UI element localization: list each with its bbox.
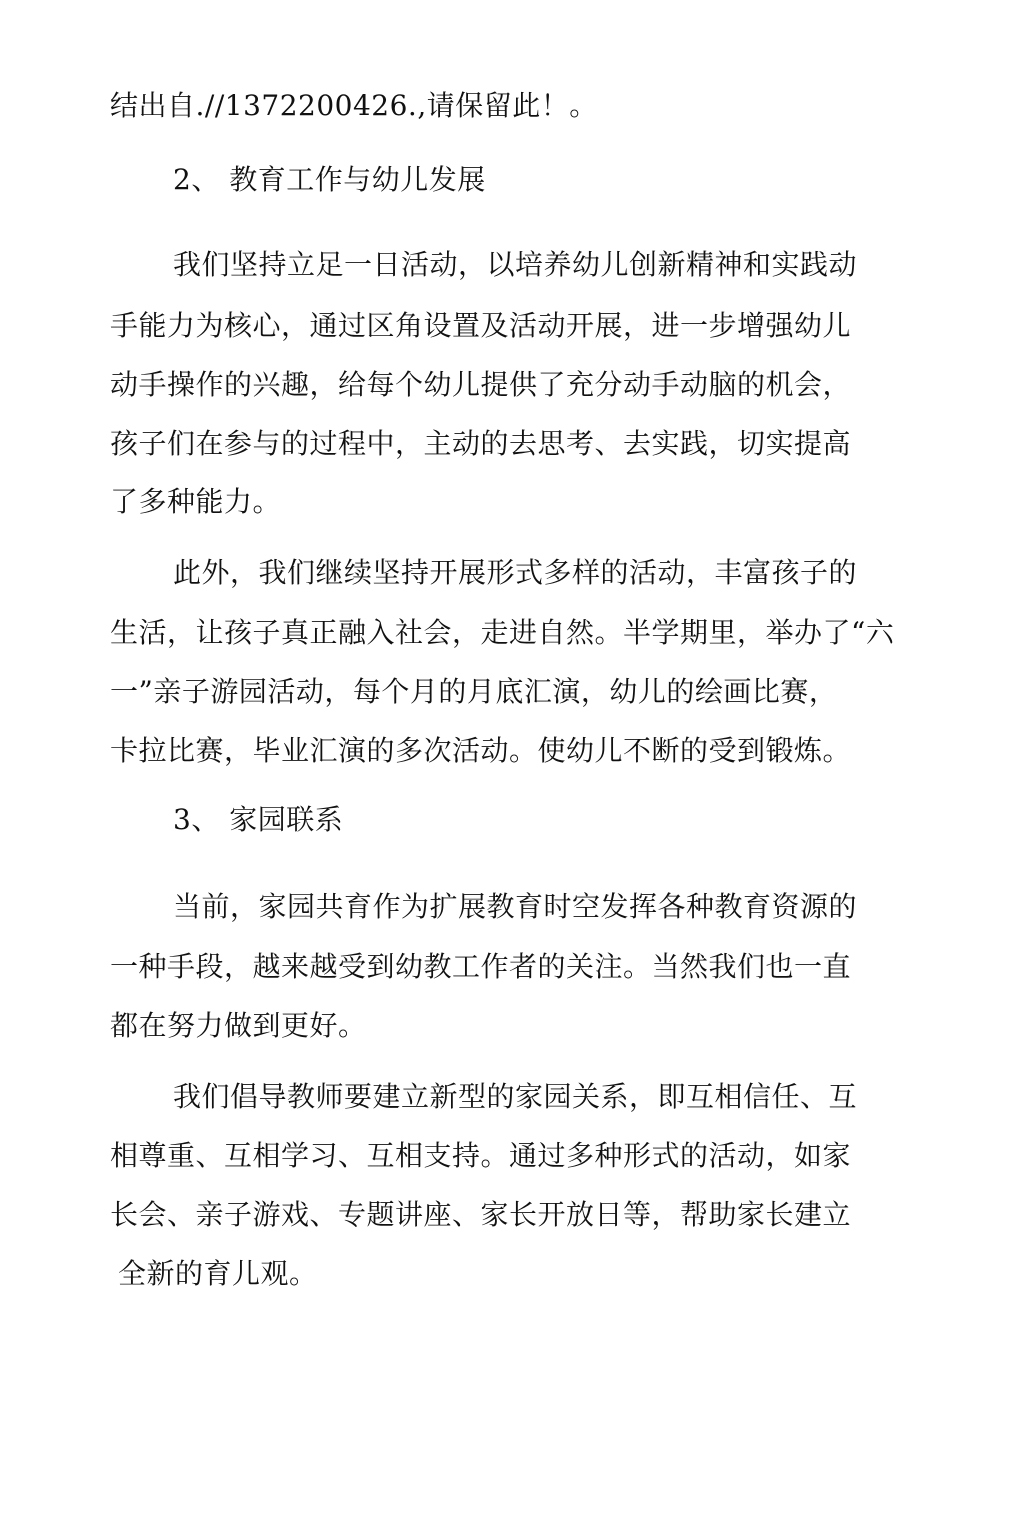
paragraph-line: 全新的育儿观。 [118, 1257, 318, 1290]
paragraph-line: 孩子们在参与的过程中，主动的去思考、去实践，切实提高 [110, 427, 852, 460]
paragraph-line: 一”亲子游园活动，每个月的月底汇演，幼儿的绘画比赛， [110, 675, 838, 708]
paragraph-line: 我们倡导教师要建立新型的家园关系，即互相信任、互 [173, 1080, 858, 1113]
paragraph-line: 了多种能力。 [110, 485, 282, 518]
paragraph-line: 一种手段，越来越受到幼教工作者的关注。当然我们也一直 [110, 950, 852, 983]
paragraph-line: 我们坚持立足一日活动，以培养幼儿创新精神和实践动 [173, 248, 858, 281]
paragraph-line: 手能力为核心，通过区角设置及活动开展，进一步增强幼儿 [110, 309, 852, 342]
paragraph-line: 此外，我们继续坚持开展形式多样的活动，丰富孩子的 [173, 556, 858, 589]
paragraph-line: 相尊重、互相学习、互相支持。通过多种形式的活动，如家 [110, 1139, 852, 1172]
section-heading: 3、 家园联系 [173, 803, 344, 836]
paragraph-line: 动手操作的兴趣，给每个幼儿提供了充分动手动脑的机会， [110, 368, 852, 401]
text-line: 结出自.//1372200426.,请保留此！。 [110, 89, 598, 122]
paragraph-line: 都在努力做到更好。 [110, 1009, 367, 1042]
paragraph-line: 生活，让孩子真正融入社会，走进自然。半学期里，举办了“六 [110, 616, 895, 649]
paragraph-line: 当前，家园共育作为扩展教育时空发挥各种教育资源的 [173, 890, 858, 923]
paragraph-line: 卡拉比赛，毕业汇演的多次活动。使幼儿不断的受到锻炼。 [110, 734, 852, 767]
section-heading: 2、 教育工作与幼儿发展 [173, 163, 486, 196]
paragraph-line: 长会、亲子游戏、专题讲座、家长开放日等，帮助家长建立 [110, 1198, 852, 1231]
